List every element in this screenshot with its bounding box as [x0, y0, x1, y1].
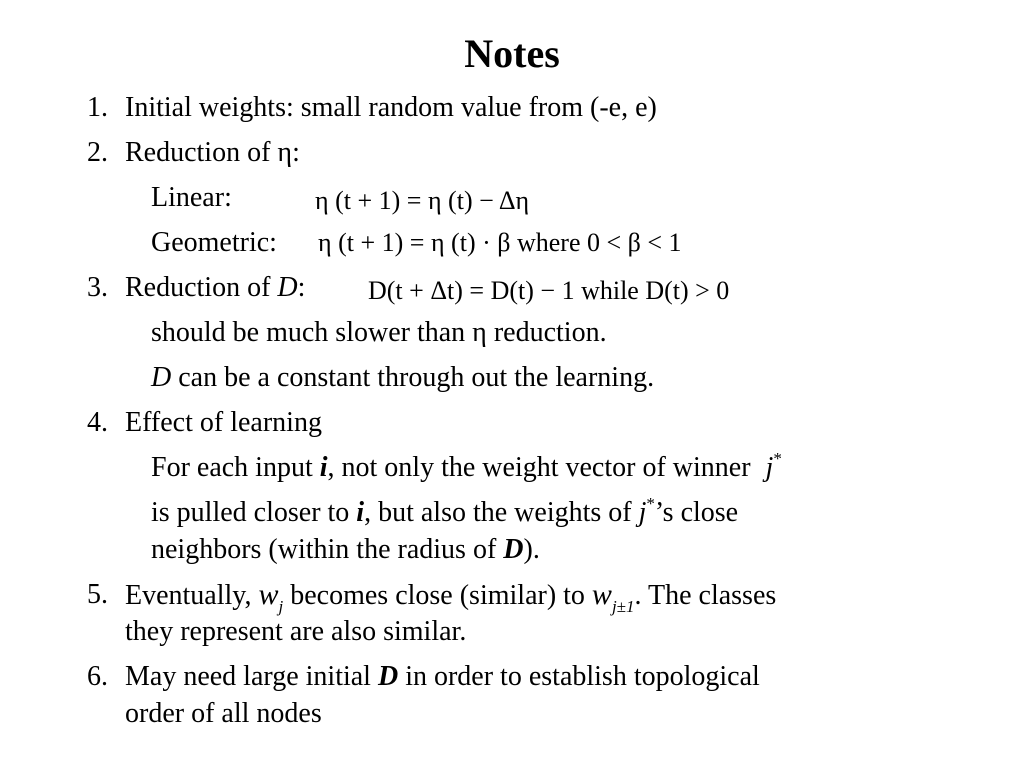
item-4-sub-c-var: D: [503, 534, 524, 565]
eta-symbol: η: [277, 137, 293, 168]
item-3-text: [125, 270, 305, 306]
winner-j-symbol: j: [765, 452, 774, 483]
item-6-text-after: in order to establish topological: [405, 661, 760, 692]
item-4-sub-b-before: is pulled closer to: [151, 497, 350, 528]
item-3-sub-2-var: D: [151, 362, 172, 393]
item-5-text-mid: becomes close (similar) to: [290, 580, 585, 611]
item-number-5: 5.: [87, 579, 108, 610]
w-j-symbol: w: [258, 578, 279, 611]
reduction-d-formula: D(t + Δt) = D(t) − 1 while D(t) > 0: [368, 276, 730, 305]
item-3-colon: :: [297, 272, 306, 303]
item-6-text-before: May need large initial: [125, 661, 371, 692]
item-4-sub-a-var: i: [319, 452, 328, 483]
item-3-var-d: D: [277, 272, 298, 303]
item-5-text-before: Eventually,: [125, 580, 252, 611]
item-number-2: 2.: [87, 137, 108, 168]
item-number-1: 1.: [87, 92, 108, 123]
item-3-sub-2-text: can be a constant through out the learning.: [178, 362, 655, 393]
item-5-line-2: they represent are also similar.: [125, 616, 467, 647]
item-2-colon: :: [292, 137, 300, 168]
item-2-text: [125, 135, 300, 171]
item-5-text-after: . The classes: [634, 580, 777, 611]
item-4-sub-c-after: ).: [523, 534, 540, 565]
item-3-sub-1-before: should be much slower than: [151, 317, 466, 348]
item-4-sub-a-before: For each input: [151, 452, 313, 483]
item-4-sub-a-after: , not only the weight vector of winner: [327, 452, 751, 483]
winner-j-symbol-2: j: [638, 497, 647, 528]
item-6-var-d: D: [377, 661, 399, 692]
slide-title: Notes: [464, 31, 560, 76]
item-5-text: [125, 577, 776, 614]
item-6-text: [125, 659, 760, 695]
item-4-sub-c: [151, 532, 540, 568]
w-j-pm-1-subscript: j±1: [611, 597, 635, 616]
geometric-label: Geometric:: [151, 227, 277, 258]
item-3-sub-2: [151, 360, 654, 396]
item-4-sub-b-after: ’s close: [654, 497, 739, 528]
item-4-sub-c-before: neighbors (within the radius of: [151, 534, 497, 565]
item-number-3: 3.: [87, 272, 108, 303]
w-j-pm-1-symbol: w: [591, 578, 612, 611]
item-4-sub-b: [151, 495, 738, 531]
star-superscript: *: [773, 449, 782, 468]
item-3-sub-1: [151, 315, 607, 351]
geometric-formula: η (t + 1) = η (t) · β where 0 < β < 1: [318, 228, 682, 257]
item-1-text: Initial weights: small random value from (-e, e): [125, 92, 657, 123]
item-number-4: 4.: [87, 407, 108, 438]
item-4-sub-b-mid: , but also the weights of: [364, 497, 632, 528]
w-j-subscript: j: [278, 597, 284, 616]
linear-label: Linear:: [151, 182, 232, 213]
item-3-sub-1-after: reduction.: [493, 317, 607, 348]
item-2-text-before: Reduction of: [125, 137, 271, 168]
item-4-text: Effect of learning: [125, 407, 322, 438]
item-6-line-2: order of all nodes: [125, 698, 322, 729]
linear-formula: η (t + 1) = η (t) − Δη: [315, 186, 530, 215]
item-3-text-before: Reduction of: [125, 272, 271, 303]
eta-symbol-2: η: [472, 317, 487, 348]
item-4-sub-b-var: i: [356, 497, 365, 528]
star-superscript-2: *: [646, 494, 655, 513]
item-number-6: 6.: [87, 661, 108, 692]
item-4-sub-a: [151, 450, 782, 486]
